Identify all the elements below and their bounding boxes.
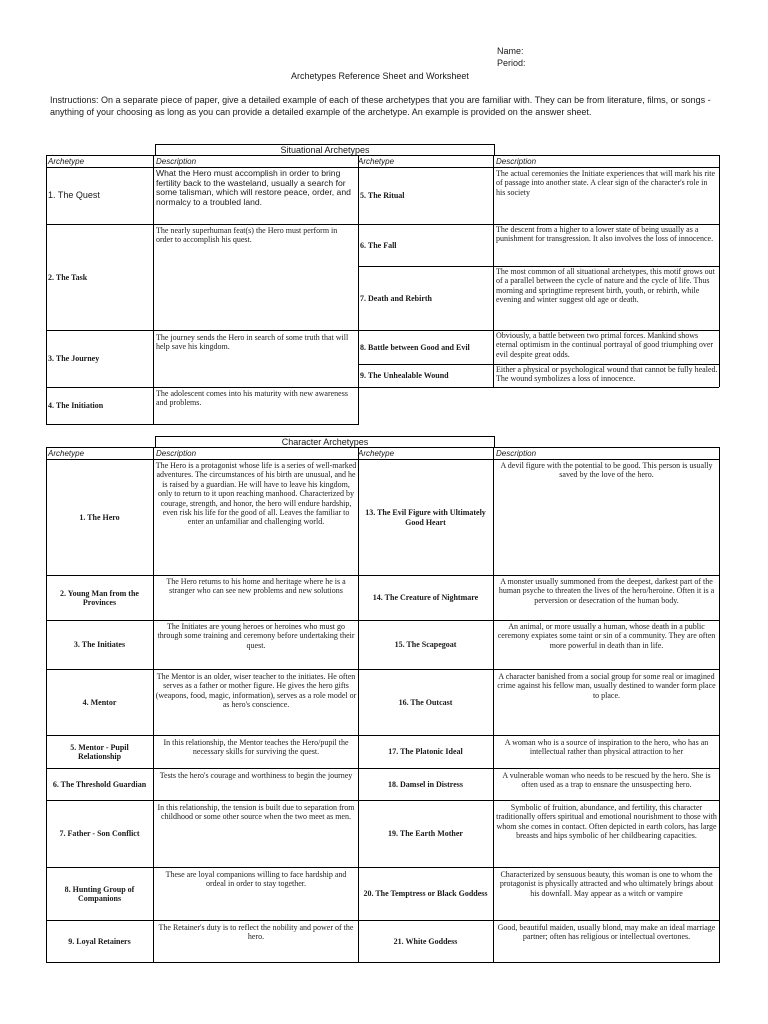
col-header-description: Description (496, 449, 537, 458)
row-divider (46, 424, 358, 425)
archetype-name: 15. The Scapegoat (394, 640, 457, 650)
archetype-name: 8. Hunting Group of Companions (64, 884, 135, 903)
archetype-description: The adolescent comes into his maturity with new awareness and problems. (156, 389, 348, 408)
col-header-description: Description (496, 157, 537, 166)
archetype-description: These are loyal companions willing to face hardship and ordeal in order to stay together. (165, 870, 347, 889)
archetype-description: The descent from a higher to a lower state of being usually as a punishment for transgression. It also involves the loss of innocence. (496, 225, 714, 244)
table-border (719, 387, 720, 425)
archetype-description: The Retainer's duty is to reflect the nobility and power of the hero. (158, 923, 354, 942)
archetype-name: 3. The Journey (48, 354, 100, 364)
column-divider (358, 155, 359, 425)
archetype-name: 14. The Creature of Nightmare (372, 593, 479, 603)
archetype-name: 13. The Evil Figure with Ultimately Good Heart (365, 508, 486, 527)
col-header-archetype: Archetype (358, 449, 395, 458)
archetype-description: The Hero returns to his home and heritage where he is a stranger who can see new problems and new solutions (166, 577, 346, 596)
period-label: Period: (497, 58, 526, 68)
archetype-name: 5. Mentor - Pupil Relationship (70, 742, 129, 761)
archetype-name: 6. The Threshold Guardian (52, 779, 147, 789)
archetype-name: 6. The Fall (360, 240, 397, 250)
col-header-archetype: Archetype (48, 157, 85, 166)
archetype-description: A woman who is a source of inspiration to the hero, who has an intellectual rather than physical attraction to her (504, 738, 709, 757)
archetype-name: 16. The Outcast (398, 697, 453, 707)
archetype-name: 7. Father - Son Conflict (59, 829, 140, 839)
archetype-name: 4. Mentor (82, 697, 117, 707)
archetype-description: The Initiates are young heroes or heroines who must go through some training and ceremony before undertaking their quest. (157, 622, 355, 650)
archetype-name: 4. The Initiation (48, 401, 104, 411)
archetype-description: The actual ceremonies the Initiate experiences that will mark his rite of passage into another state. A clear sign of the character's role in his society (496, 169, 716, 197)
archetype-description: A vulnerable woman who needs to be rescued by the hero. She is often used as a trap to ensnare the unsuspecting hero. (502, 771, 711, 790)
archetype-name: 8. Battle between Good and Evil (360, 342, 470, 352)
archetype-description: The Hero is a protagonist whose life is a series of well-marked adventures. The circumstances of his birth are unusual, and he is raised by a guardian. He will have to leave his kingdom, only to return to it upon reaching manhood. Characterized by courage, strength, and honor, the hero will endure hardship, even risk his life for the good of all. Leaves the familiar to enter an unfamiliar and challenging world. (155, 461, 357, 527)
archetype-description: In this relationship, the Mentor teaches the Hero/pupil the necessary skills for surviving the quest. (163, 738, 349, 757)
name-label: Name: (497, 46, 524, 56)
archetype-name: 5. The Ritual (360, 191, 405, 201)
column-divider (493, 155, 494, 387)
archetype-description: What the Hero must accomplish in order to bring fertility back to the wasteland, usually a search for some talisman, which will restore peace, order, and normalcy to a troubled land. (156, 168, 351, 207)
archetype-name: 9. The Unhealable Wound (360, 371, 449, 381)
archetype-description: The Mentor is an older, wiser teacher to the initiates. He often serves as a father or mother figure. He gives the hero gifts (weapons, food, magic, information), serves as a role model or as hero's conscience. (155, 672, 357, 710)
archetype-name: 18. Damsel in Distress (388, 779, 463, 789)
archetype-name: 1. The Hero (79, 512, 120, 522)
page-title: Archetypes Reference Sheet and Worksheet (291, 71, 469, 81)
archetype-description: The journey sends the Hero in search of some truth that will help save his kingdom. (156, 333, 349, 352)
archetype-description: The nearly superhuman feat(s) the Hero must perform in order to accomplish his quest. (156, 226, 338, 245)
archetype-name: 7. Death and Rebirth (360, 293, 433, 303)
character-section-title: Character Archetypes (155, 436, 495, 448)
instructions: Instructions: On a separate piece of paper, give a detailed example of each of these archetypes that you are familiar with. They can be from literature, films, or songs - anything of your choosing as long as you can provide a detailed example of the archetype. An example is provided on the answer sheet. (50, 95, 711, 117)
archetype-description: A monster usually summoned from the deepest, darkest part of the human psyche to threaten the lives of the hero/heroine. Often it is a perversion or desecration of the human body. (498, 577, 715, 605)
row-divider (46, 962, 720, 963)
column-divider (153, 447, 154, 963)
column-divider (153, 155, 154, 425)
col-header-description: Description (156, 449, 197, 458)
col-header-description: Description (156, 157, 197, 166)
archetype-name: 3. The Initiates (73, 640, 126, 650)
archetype-description: A character banished from a social group for some real or imagined crime against his fellow man, usually destined to wander form place to place. (497, 672, 716, 700)
archetype-description: Good, beautiful maiden, usually blond, may make an ideal marriage partner; often has religious or intellectual overtones. (497, 923, 716, 942)
archetype-name: 2. Young Man from the Provinces (60, 588, 139, 607)
row-divider (358, 387, 720, 388)
archetype-name: 2. The Task (48, 272, 88, 282)
archetype-description: Either a physical or psychological wound that cannot be fully healed. The wound symbolizes a loss of innocence. (496, 365, 718, 384)
col-header-archetype: Archetype (48, 449, 85, 458)
column-divider (358, 447, 359, 963)
archetype-name: 17. The Platonic Ideal (388, 747, 463, 757)
archetype-name: 9. Loyal Retainers (68, 936, 131, 946)
archetype-description: Symbolic of fruition, abundance, and fertility, this character traditionally offers spiritual and emotional nourishment to those with whom she comes in contact. Often depicted in earth colors, has large breasts and hips symbolic of her childbearing capacities. (496, 803, 717, 841)
archetype-description: An animal, or more usually a human, whose death in a public ceremony expiates some taint or sin of a community. They are often more powerful in death than in life. (497, 622, 716, 650)
archetype-description: In this relationship, the tension is built due to separation from childhood or some other source when the two meet as men. (157, 803, 355, 822)
archetype-description: Characterized by sensuous beauty, this woman is one to whom the protagonist is physically attracted and who ultimately brings about his downfall. May appear as a witch or vampire (499, 870, 714, 898)
archetype-name: 1. The Quest (48, 190, 100, 201)
archetype-description: A devil figure with the potential to be good. This person is usually saved by the love of the hero. (500, 461, 713, 480)
col-header-archetype: Archetype (358, 157, 395, 166)
archetype-description: Obviously, a battle between two primal forces. Mankind shows eternal optimism in the continual portrayal of good triumphing over evil despite great odds. (496, 331, 714, 359)
situational-section-title: Situational Archetypes (155, 144, 495, 156)
archetype-description: The most common of all situational archetypes, this motif grows out of a parallel between the cycle of nature and the cycle of life. Thus morning and springtime represent birth, youth, or rebirth, while evening and winter suggest old age or death. (496, 267, 715, 305)
archetype-name: 19. The Earth Mother (388, 829, 463, 839)
column-divider (493, 447, 494, 963)
archetype-name: 20. The Temptress or Black Goddess (363, 889, 488, 899)
archetype-name: 21. White Goddess (393, 936, 458, 946)
archetype-description: Tests the hero's courage and worthiness to begin the journey (159, 771, 353, 780)
